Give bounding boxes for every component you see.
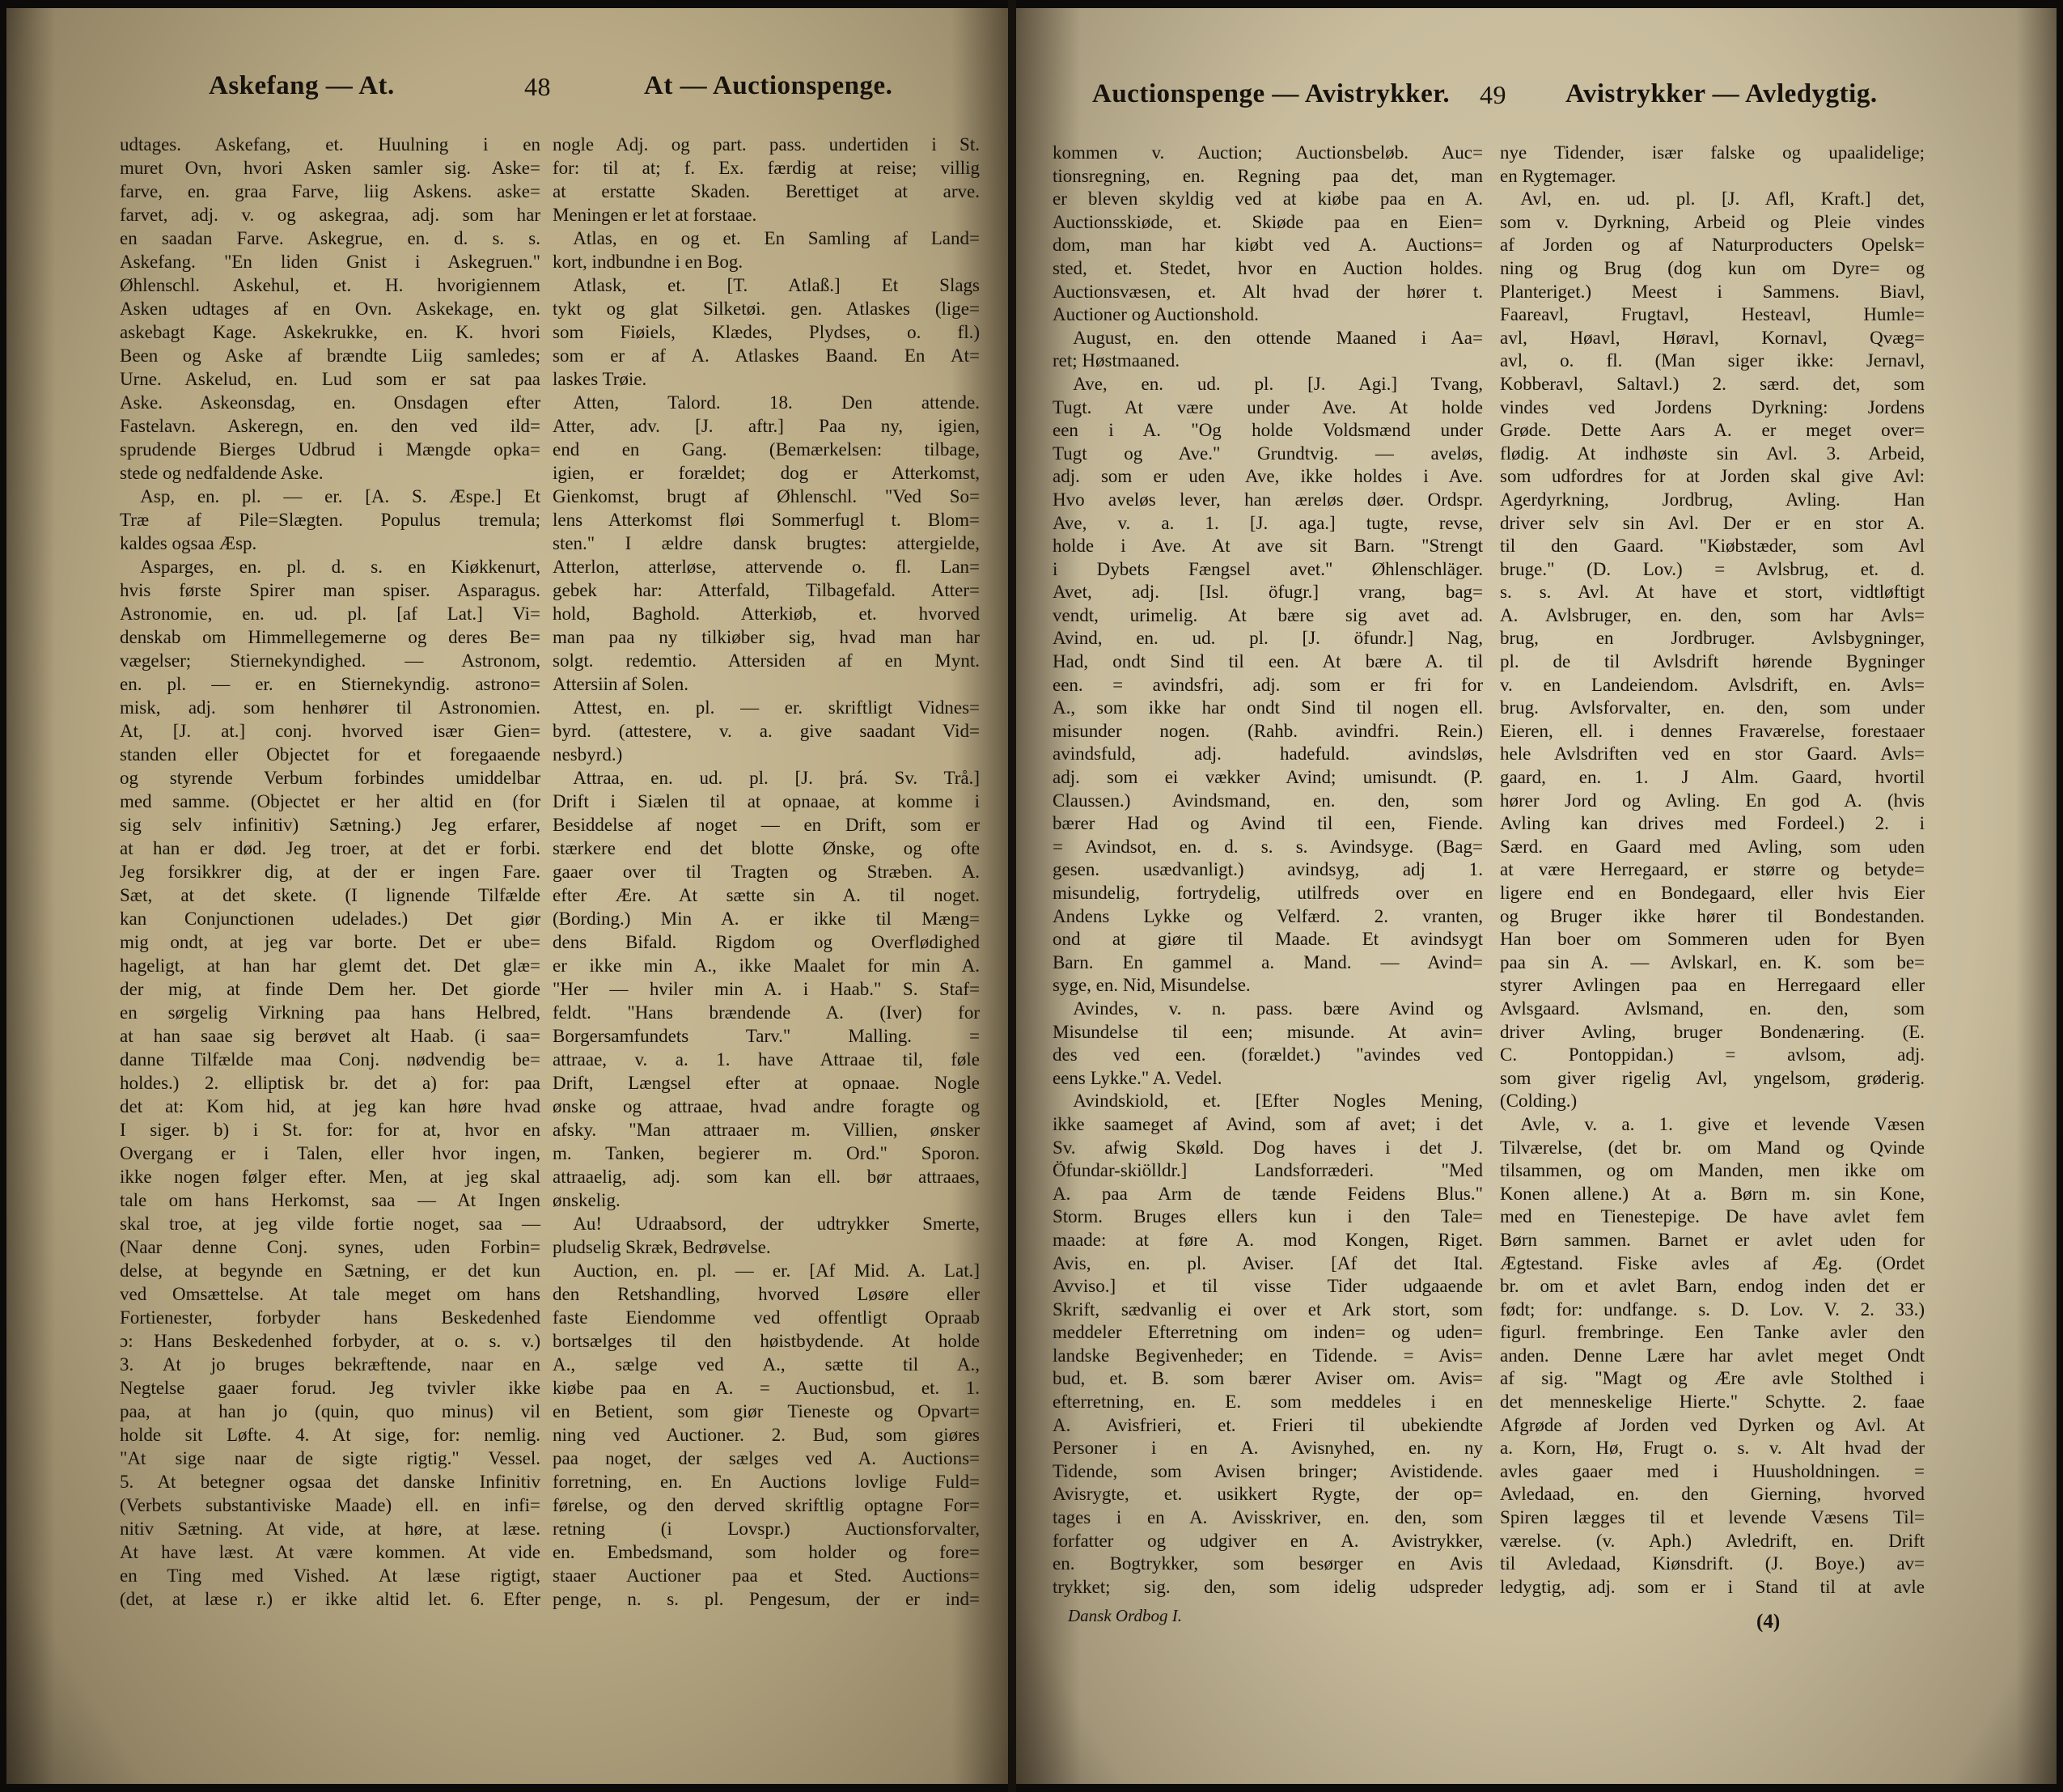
signature-title: Dansk Ordbog I. [1068, 1606, 1182, 1625]
text-line: tages i en A. Avisskriver, en. den, som [1053, 1507, 1483, 1528]
text-line: dom, man har kiøbt ved A. Auctions= [1053, 235, 1483, 256]
text-line: muret Ovn, hvori Asken samler sig. Aske= [120, 158, 540, 178]
text-line: Asparges, en. pl. d. s. en Kiøkkenurt, [140, 557, 540, 577]
text-line: styrer Avlingen paa en Herregaard eller [1500, 975, 1925, 996]
text-line: Han boer om Sommeren uden for Byen [1500, 929, 1925, 950]
text-line: hele Avlsdriften ved en stor Gaard. Avls= [1500, 743, 1925, 765]
text-line: adj. som ei vækker Avind; umisundt. (P. [1053, 767, 1483, 788]
text-line: end en Gang. (Bemærkelsen: tilbage, [553, 439, 980, 460]
text-line: anden. Denne Lære har avlet meget Ondt [1500, 1345, 1925, 1366]
text-line: ledygtig, adj. som er i Stand til at avle [1500, 1576, 1925, 1597]
text-line: kiøbe paa en A. = Auctionsbud, et. 1. [553, 1378, 980, 1398]
text-line: gesen. usædvanligt.) avindsyg, adj 1. [1053, 859, 1483, 880]
text-line: pl. de til Avlsdrift hørende Bygninger [1500, 651, 1925, 672]
text-line: avl, Høavl, Høravl, Kornavl, Qvæg= [1500, 327, 1925, 348]
text-line: Borgersamfundets Tarv." Malling. = [553, 1026, 980, 1046]
text-line: hold, Baghold. Atterkiøb, et. hvorved [553, 604, 980, 624]
text-line: landske Begivenheder; en Tidende. = Avis= [1053, 1345, 1483, 1366]
text-line: forfatter og udgiver en A. Avistrykker, [1053, 1530, 1483, 1551]
text-line: Gienkomst, brugt af Øhlenschl. "Ved So= [553, 486, 980, 506]
text-line: staaer Auctioner paa et Sted. Auctions= [553, 1565, 980, 1586]
text-line: syge, en. Nid, Misundelse. [1053, 975, 1251, 996]
text-line: A. paa Arm de tænde Feidens Blus." [1053, 1183, 1483, 1204]
text-line: gaard, en. 1. J Alm. Gaard, hvortil [1500, 767, 1925, 788]
text-line: Avind, en. ud. pl. [J. öfundr.] Nag, [1053, 628, 1483, 649]
text-line: dens Bifald. Rigdom og Overflødighed [553, 932, 980, 952]
text-line: (Colding.) [1500, 1091, 1578, 1112]
text-line: en. pl. — er. en Stiernekyndig. astrono= [120, 674, 540, 694]
text-line: kaldes ogsaa Æsp. [120, 533, 257, 553]
text-line: penge, n. s. pl. Pengesum, der er ind= [553, 1589, 980, 1609]
text-line: Meningen er let at forstaae. [553, 205, 757, 225]
text-line: Agerdyrkning, Jordbrug, Avling. Han [1500, 489, 1925, 510]
text-line: ikke saameget af Avind, som af avet; i det [1053, 1113, 1483, 1134]
text-line: som v. Dyrkning, Arbeid og Pleie vindes [1500, 211, 1925, 232]
text-line: tionsregning, en. Regning paa det, man [1053, 165, 1483, 186]
text-line: misk, adj. som henhører til Astronomien. [120, 697, 540, 718]
text-line: Attraa, en. ud. pl. [J. þrá. Sv. Trå.] [573, 768, 980, 788]
text-line: i Dybets Fængsel avet." Øhlenschläger. [1053, 558, 1483, 579]
text-column-2 [553, 133, 980, 1611]
text-line: Asken udtages af en Ovn. Askekage, en. [120, 299, 540, 319]
text-line: Hvo aveløs lever, han æreløs døer. Ordspr. [1053, 489, 1483, 510]
text-line: Andens Lykke og Velfærd. 2. vranten, [1053, 905, 1483, 926]
text-line: s. s. Avl. At have et stort, vidtløftigt [1500, 582, 1925, 603]
text-line: med en Tienestepige. De have avlet fem [1500, 1206, 1925, 1227]
text-line: Besiddelse af noget — en Drift, som er [553, 815, 980, 835]
text-line: født; for: undfange. s. D. Lov. V. 2. 33.) [1500, 1298, 1925, 1320]
text-line: I siger. b) i St. for: for at, hvor en [120, 1120, 540, 1140]
text-line: flødig. At indhøste sin Avl. 3. Arbeid, [1500, 443, 1925, 464]
text-line: maade: at føre A. mod Kongen, Riget. [1053, 1229, 1483, 1250]
text-line: eens Lykke." A. Vedel. [1053, 1067, 1222, 1088]
text-line: ved Omsættelse. At tale meget om hans [120, 1284, 540, 1304]
text-line: laskes Trøie. [553, 369, 647, 389]
text-line: ønskelig. [553, 1190, 621, 1210]
text-line: at erstatte Skaden. Berettiget at arve. [553, 181, 980, 201]
text-line: Asp, en. pl. — er. [A. S. Æspe.] Et [140, 486, 540, 506]
text-line: afsky. "Man attraaer m. Villien, ønsker [553, 1120, 980, 1140]
text-line: Atlas, en og et. En Samling af Land= [573, 228, 980, 248]
text-line: tilsammen, og om Manden, men ikke om [1500, 1160, 1925, 1181]
text-line: A., sælge ved A., sætte til A., [553, 1354, 980, 1375]
text-line: er ikke min A., ikke Maalet for min A. [553, 955, 980, 976]
text-line: det menneskelige Hierte." Schytte. 2. faae [1500, 1392, 1925, 1413]
text-line: een. = avindsfri, adj. som er fri for [1053, 674, 1483, 695]
text-line: som udfordres for at Jorden skal give Avl: [1500, 466, 1925, 487]
text-line: ɔ: Hans Beskedenhed forbyder, at o. s. v.) [120, 1331, 540, 1351]
text-line: Attersiin af Solen. [553, 674, 688, 694]
text-line: ning og Brug (dog kun om Dyre= og [1500, 257, 1925, 278]
text-line: Askefang. "En liden Gnist i Askegruen." [120, 252, 540, 272]
text-line: Afgrøde af Jorden ved Dyrken og Avl. At [1500, 1414, 1925, 1435]
text-line: farvet, adj. v. og askegraa, adj. som har [120, 205, 540, 225]
text-line: hvis første Spirer man spiser. Asparagus. [120, 580, 540, 600]
text-line: en. Embedsmand, som holder og fore= [553, 1542, 980, 1562]
text-line: Fortienester, forbyder hans Beskedenhed [120, 1307, 540, 1328]
text-line: Avisrygte, et. usikkert Rygte, der op= [1053, 1484, 1483, 1505]
text-line: brug. Avlsforvalter, en. den, som under [1500, 697, 1925, 718]
text-line: vægelser; Stiernekyndighed. — Astronom, [120, 650, 540, 671]
text-line: og Bruger ikke hører til Bondestanden. [1500, 905, 1925, 926]
text-line: faste Eiendomme ved offentligt Opraab [553, 1307, 980, 1328]
text-line: Planteriget.) Meest i Sammens. Biavl, [1500, 281, 1925, 302]
text-line: Særd. en Gaard med Avling, som uden [1500, 836, 1925, 857]
text-line: Grøde. Dette Aars A. er meget over= [1500, 420, 1925, 441]
text-line: mig ondt, at jeg var borte. Det er ube= [120, 932, 540, 952]
text-line: som Fiøiels, Klædes, Plydses, o. fl.) [553, 322, 980, 342]
text-line: Atterlon, atterløse, attervende o. fl. Lan= [553, 557, 980, 577]
text-line: Faareavl, Frugtavl, Hesteavl, Humle= [1500, 304, 1925, 325]
text-line: til den Gaard. "Kiøbstæder, som Avl [1500, 536, 1925, 557]
text-line: (Bording.) Min A. er ikke til Mæng= [553, 909, 980, 929]
guide-word-left: Auctionspenge — Avistrykker. [1092, 79, 1451, 108]
text-line: figurl. frembringe. Een Tanke avler den [1500, 1322, 1925, 1343]
text-line: Avindes, v. n. pass. bære Avind og [1073, 998, 1483, 1019]
right-page [1016, 8, 2057, 1784]
text-line: Attest, en. pl. — er. skriftligt Vidnes= [573, 697, 980, 718]
spine-gutter [1008, 0, 1016, 1792]
text-line: avindsfuld, adj. hadefuld. avindsløs, [1053, 743, 1483, 765]
text-line: sten." I ældre dansk brugtes: attergielde, [553, 533, 980, 553]
text-line: a. Korn, Hø, Frugt o. s. v. Alt hvad der [1500, 1438, 1925, 1459]
text-line: August, en. den ottende Maaned i Aa= [1073, 327, 1483, 348]
text-line: en. Bogtrykker, som besørger en Avis [1053, 1553, 1483, 1574]
text-line: gebek har: Atterfald, Tilbagefald. Atter= [553, 580, 980, 600]
text-line: attraaelig, adj. som kan ell. bør attraaes, [553, 1167, 980, 1187]
text-line: kommen v. Auction; Auctionsbeløb. Auc= [1053, 142, 1483, 163]
page-number: 48 [524, 72, 551, 101]
text-line: avl, o. fl. (Man siger ikke: Jernavl, [1500, 350, 1925, 371]
text-line: den Retshandling, hvorved Løsøre eller [553, 1284, 980, 1304]
text-line: til Avledaad, Kiønsdrift. (J. Boye.) av= [1500, 1553, 1925, 1574]
text-line: At have læst. At være kommen. At vide [120, 1542, 540, 1562]
text-line: Atter, adv. [J. aftr.] Paa ny, igien, [553, 416, 980, 436]
text-line: Tilværelse, (det br. om Mand og Qvinde [1500, 1137, 1925, 1158]
text-line: 5. At betegner ogsaa det danske Infinitiv [120, 1472, 540, 1492]
text-line: meddeler Efterretning om inden= og uden= [1053, 1322, 1483, 1343]
left-page [6, 8, 1008, 1784]
text-line: Børn sammen. Barnet er avlet uden for [1500, 1229, 1925, 1250]
text-line: Tugt og Ave." Grundtvig. — aveløs, [1053, 443, 1483, 464]
text-line: Avet, adj. [Isl. öfugr.] vrang, bag= [1053, 582, 1483, 603]
text-line: som er af A. Atlaskes Baand. En At= [553, 345, 980, 366]
text-line: ond at giøre til Maade. Et avindsygt [1053, 929, 1483, 950]
text-line: bud, et. B. som bærer Aviser om. Avis= [1053, 1368, 1483, 1389]
text-line: A., som ikke har ondt Sind til nogen ell. [1053, 697, 1483, 718]
text-line: (Verbets substantiviske Maade) ell. en infi= [120, 1495, 540, 1515]
text-line: udtages. Askefang, et. Huulning i en [120, 134, 540, 155]
text-line: nye Tidender, især falske og upaalidelige; [1500, 142, 1925, 163]
text-line: man paa ny tilkiøber sig, hvad man har [553, 627, 980, 647]
text-line: efter Ære. At sætte sin A. til noget. [553, 885, 980, 905]
text-column-2 [1500, 142, 1925, 1599]
text-line: kort, indbundne i en Bog. [553, 252, 743, 272]
text-line: paa, at han jo (quin, quo minus) vil [120, 1401, 540, 1421]
text-line: Avling kan drives med Fordeel.) 2. i [1500, 813, 1925, 834]
text-line: avles gaaer med i Huusholdningen. = [1500, 1460, 1925, 1481]
text-line: Eieren, ell. i dennes Fraværelse, forestaaer [1500, 720, 1925, 741]
text-line: Avlsgaard. Avlsmand, en. den, som [1500, 998, 1925, 1019]
text-line: ønske og attraae, hvad andre foragte og [553, 1096, 980, 1116]
text-column-1 [1053, 142, 1483, 1599]
text-line: Auctionsvæsen, et. Alt hvad der hører t. [1053, 281, 1483, 302]
text-line: brug, en Jordbruger. Avlsbygninger, [1500, 628, 1925, 649]
text-line: Auction, en. pl. — er. [Af Mid. A. Lat.] [573, 1260, 980, 1281]
text-line: førelse, og den derved skriftlig optagne For= [553, 1495, 980, 1515]
text-line: stede og nedfaldende Aske. [120, 463, 324, 483]
text-line: en saadan Farve. Askegrue, en. d. s. s. [120, 228, 540, 248]
text-line: solgt. redemtio. Attersiden af en Mynt. [553, 650, 980, 671]
text-line: Aske. Askeonsdag, en. Onsdagen efter [120, 392, 540, 413]
text-line: Avledaad, en. den Gierning, hvorved [1500, 1484, 1925, 1505]
text-line: tykt og glat Silketøi. gen. Atlaskes (lige= [553, 299, 980, 319]
guide-word-left: Askefang — At. [209, 71, 395, 100]
text-line: m. Tanken, begierer m. Ord." Sporon. [553, 1143, 980, 1163]
text-line: Avle, v. a. 1. give et levende Væsen [1520, 1113, 1925, 1134]
text-line: værelse. (v. Aph.) Avledrift, en. Drift [1500, 1530, 1925, 1551]
text-line: At, [J. at.] conj. hvorved især Gien= [120, 721, 540, 741]
text-line: ligere end en Bondegaard, eller hvis Eier [1500, 883, 1925, 903]
text-line: (det, at læse r.) er ikke altid let. 6. Efter [120, 1589, 540, 1609]
text-line: Been og Aske af brændte Liig samledes; [120, 345, 540, 366]
text-line: igien, er forældet; dog er Atterkomst, [553, 463, 980, 483]
text-line: lens Atterkomst fløi Sommerfugl t. Blom= [553, 510, 980, 530]
text-line: attraae, v. a. 1. have Attraae til, føle [553, 1049, 980, 1070]
text-line: Drift i Siælen til at opnaae, at komme i [553, 791, 980, 811]
sheet-mark: (4) [1756, 1611, 1781, 1633]
text-line: delse, at begynde en Sætning, er det kun [120, 1260, 540, 1281]
text-line: gaaer over til Tragten og Stræben. A. [553, 862, 980, 882]
text-line: paa noget, der sælges ved A. Auctions= [553, 1448, 980, 1468]
text-line: Overgang er i Talen, eller hvor ingen, [120, 1143, 540, 1163]
text-column-1 [120, 133, 540, 1611]
text-line: forretning, en. En Auctions lovlige Fuld= [553, 1472, 980, 1492]
text-line: Avl, en. ud. pl. [J. Afl, Kraft.] det, [1520, 189, 1925, 210]
text-line: Misundelse til een; misunde. At avin= [1053, 1021, 1483, 1042]
text-line: som giver rigelig Avl, yngelsom, grøderig. [1500, 1067, 1925, 1088]
text-line: Atten, Talord. 18. Den attende. [573, 392, 980, 413]
text-line: Konen allene.) At a. Børn m. sin Kone, [1500, 1183, 1925, 1204]
text-line: bruge." (D. Lov.) = Avlsbrug, et. d. [1500, 558, 1925, 579]
text-line: Astronomie, en. ud. pl. [af Lat.] Vi= [120, 604, 540, 624]
text-line: sted, et. Stedet, hvor en Auction holdes. [1053, 257, 1483, 278]
text-line: nesbyrd.) [553, 744, 623, 765]
text-line: sprudende Bierges Udbrud i Mængde opka= [120, 439, 540, 460]
text-line: Negtelse gaaer forud. Jeg tvivler ikke [120, 1378, 540, 1398]
text-line: en sørgelig Virkning paa hans Helbred, [120, 1002, 540, 1023]
text-line: = Avindsot, en. d. s. s. Avindsyge. (Bag= [1053, 836, 1483, 857]
text-line: Avviso.] et til visse Tider udgaaende [1053, 1276, 1483, 1297]
text-line: en Ting med Vished. At læse rigtigt, [120, 1565, 540, 1586]
text-line: holde i Ave. At ave sit Barn. "Strengt [1053, 536, 1483, 557]
text-line: adj. som er uden Ave, ikke holdes i Ave. [1053, 466, 1483, 487]
text-line: retning (i Lovspr.) Auctionsforvalter, [553, 1519, 980, 1539]
text-line: skal troe, at jeg vilde fortie noget, saa — [120, 1214, 540, 1234]
text-line: Auctionsskiøde, et. Skiøde paa en Eien= [1053, 211, 1483, 232]
text-line: med samme. (Objectet er her altid en (for [120, 791, 540, 811]
text-line: Ave, en. ud. pl. [J. Agi.] Tvang, [1073, 373, 1483, 394]
text-line: danne Tilfælde maa Conj. nødvendig be= [120, 1049, 540, 1070]
text-line: 3. At jo bruges bekræftende, naar en [120, 1354, 540, 1375]
text-line: Drift, Længsel efter at opnaae. Nogle [553, 1073, 980, 1093]
text-line: v. en Landeiendom. Avlsdrift, en. Avls= [1500, 674, 1925, 695]
text-line: Avindskiold, et. [Efter Nogles Mening, [1073, 1091, 1483, 1112]
text-line: kan Conjunctionen udelades.) Det giør [120, 909, 540, 929]
text-line: misunder nogen. (Rahb. avindfri. Rein.) [1053, 720, 1483, 741]
text-line: denskab om Himmellegemerne og deres Be= [120, 627, 540, 647]
text-line: Kobberavl, Saltavl.) 2. særd. det, som [1500, 373, 1925, 394]
text-line: standen eller Objectet for et foregaaende [120, 744, 540, 765]
text-line: Claussen.) Avindsmand, en. den, som [1053, 790, 1483, 811]
text-line: Had, ondt Sind til een. At bære A. til [1053, 651, 1483, 672]
text-line: sig selv infinitiv) Sætning.) Jeg erfarer, [120, 815, 540, 835]
text-line: A. Avisfrieri, et. Frieri til ubekiendte [1053, 1414, 1483, 1435]
text-line: og styrende Verbum forbindes umiddelbar [120, 768, 540, 788]
text-line: Personer i en A. Avisnyhed, en. ny [1053, 1438, 1483, 1459]
text-line: byrd. (attestere, v. a. give saadant Vid= [553, 721, 980, 741]
text-line: nogle Adj. og part. pass. undertiden i St. [553, 134, 980, 155]
text-line: at han er død. Jeg troer, at det er forbi. [120, 838, 540, 858]
text-line: er bleven skyldig ved at kiøbe paa en A. [1053, 189, 1483, 210]
text-line: askebagt Kage. Askekrukke, en. K. hvori [120, 322, 540, 342]
text-line: misundelig, fortrydelig, utilfreds over en [1053, 883, 1483, 903]
text-line: Barn. En gammel a. Mand. — Avind= [1053, 951, 1483, 972]
text-line: pludselig Skræk, Bedrøvelse. [553, 1237, 771, 1257]
text-line: af sig. "Magt og Ære avle Stolthed i [1500, 1368, 1925, 1389]
text-line: hører Jord og Avling. En god A. (hvis [1500, 790, 1925, 811]
text-line: Storm. Bruges ellers kun i den Tale= [1053, 1206, 1483, 1227]
text-line: Atlask, et. [T. Atlaß.] Et Slags [573, 275, 980, 295]
text-line: holdes.) 2. elliptisk br. det a) for: paa [120, 1073, 540, 1093]
text-line: hageligt, at han har glemt det. Det glæ= [120, 955, 540, 976]
text-line: Ægtestand. Fiske avles af Æg. (Ordet [1500, 1252, 1925, 1273]
text-line: stærkere end det blotte Ønske, og ofte [553, 838, 980, 858]
text-line: af Jorden og af Naturproducters Opelsk= [1500, 235, 1925, 256]
text-line: der mig, at finde Dem her. Det giorde [120, 979, 540, 999]
text-line: Fastelavn. Askeregn, en. den ved ild= [120, 416, 540, 436]
text-line: Öfundar-skiölldr.] Landsforræderi. "Med [1053, 1160, 1483, 1181]
text-line: (Naar denne Conj. synes, uden Forbin= [120, 1237, 540, 1257]
text-line: driver selv sin Avl. Der er en stor A. [1500, 512, 1925, 533]
text-line: Au! Udraabsord, der udtrykker Smerte, [573, 1214, 980, 1234]
text-line: br. om et avlet Barn, endog inden det er [1500, 1276, 1925, 1297]
text-line: "At sige naar de sigte rigtig." Vessel. [120, 1448, 540, 1468]
text-line: at være Herregaard, er større og betyde= [1500, 859, 1925, 880]
text-line: det at: Kom hid, at jeg kan høre hvad [120, 1096, 540, 1116]
text-line: C. Pontoppidan.) = avlsom, adj. [1500, 1044, 1925, 1065]
text-line: Avis, en. pl. Aviser. [Af det Ital. [1053, 1252, 1483, 1273]
text-line: paa sin A. — Avlskarl, en. K. som be= [1500, 951, 1925, 972]
text-line: ret; Høstmaaned. [1053, 350, 1180, 371]
text-line: at han saae sig berøvet alt Haab. (i saa= [120, 1026, 540, 1046]
text-line: "Her — hviler min A. i Haab." S. Staf= [553, 979, 980, 999]
text-line: Spiren lægges til et levende Væsens Til= [1500, 1507, 1925, 1528]
text-line: Tugt. At være under Ave. At holde [1053, 396, 1483, 417]
text-line: des ved een. (forældet.) "avindes ved [1053, 1044, 1483, 1065]
text-line: Tidende, som Avisen bringer; Avistidende. [1053, 1460, 1483, 1481]
text-line: bærer Had og Avind til een, Fiende. [1053, 813, 1483, 834]
text-line: Træ af Pile=Slægten. Populus tremula; [120, 510, 540, 530]
guide-word-right: Avistrykker — Avledygtig. [1565, 79, 1878, 108]
text-line: ikke nogen følger efter. Men, at jeg skal [120, 1167, 540, 1187]
text-line: farve, en. graa Farve, liig Askens. aske= [120, 181, 540, 201]
guide-word-right: At — Auctionspenge. [644, 71, 893, 100]
text-line: Sæt, at det skete. (I lignende Tilfælde [120, 885, 540, 905]
text-line: Urne. Askelud, en. Lud som er sat paa [120, 369, 540, 389]
text-line: Øhlenschl. Askehul, et. H. hvorigiennem [120, 275, 540, 295]
text-line: efterretning, en. E. som meddeles i en [1053, 1392, 1483, 1413]
text-line: nitiv Sætning. At vide, at høre, at læse. [120, 1519, 540, 1539]
page-number: 49 [1480, 80, 1506, 109]
text-line: Ave, v. a. 1. [J. aga.] tugte, revse, [1053, 512, 1483, 533]
text-line: ning ved Auctioner. 2. Bud, som giøres [553, 1425, 980, 1445]
text-line: en Betient, som giør Tieneste og Opvart= [553, 1401, 980, 1421]
text-line: A. Avlsbruger, en. den, som har Avls= [1500, 604, 1925, 625]
text-line: Auctioner og Auctionshold. [1053, 304, 1259, 325]
text-line: en Rygtemager. [1500, 165, 1616, 186]
text-line: holde sit Løfte. 4. At sige, for: nemlig. [120, 1425, 540, 1445]
text-line: vindes ved Jordens Dyrkning: Jordens [1500, 396, 1925, 417]
text-line: feldt. "Hans brændende A. (Iver) for [553, 1002, 980, 1023]
text-line: Jeg forsikkrer dig, at der er ingen Fare. [120, 862, 540, 882]
text-line: tale om hans Herkomst, saa — At Ingen [120, 1190, 540, 1210]
text-line: for: til at; f. Ex. færdig at reise; villig [553, 158, 980, 178]
text-line: Skrift, sædvanlig ei over et Ark stort, som [1053, 1298, 1483, 1320]
text-line: driver Avling, bruger Bondenæring. (E. [1500, 1021, 1925, 1042]
text-line: Sv. afwig Skøld. Dog haves i det J. [1053, 1137, 1483, 1158]
text-line: bortsælges til den høistbydende. At holde [553, 1331, 980, 1351]
text-line: een i A. "Og holde Voldsmænd under [1053, 420, 1483, 441]
text-line: trykket; sig. den, som idelig udspreder [1053, 1576, 1483, 1597]
text-line: vendt, urimelig. At bære sig avet ad. [1053, 604, 1483, 625]
